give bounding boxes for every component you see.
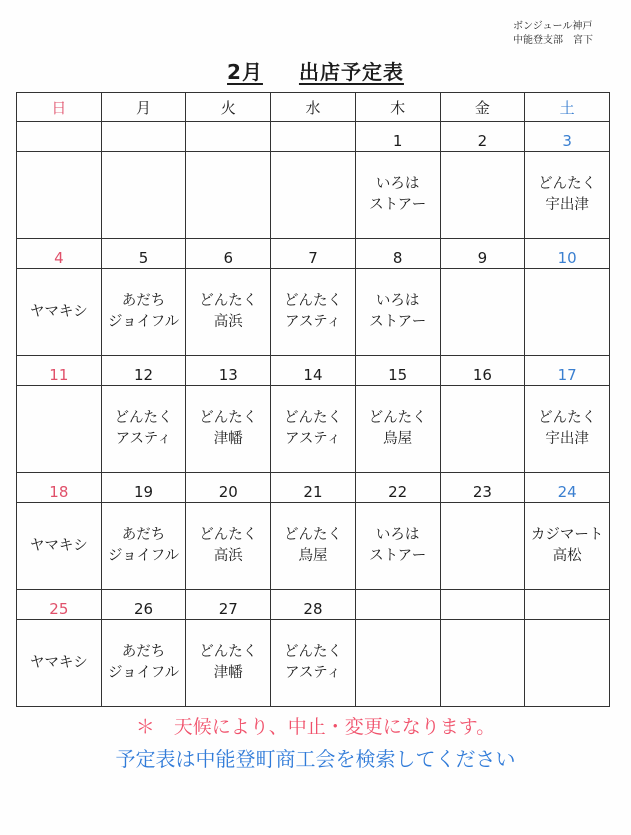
event-cell xyxy=(186,269,271,356)
weekday-header-row xyxy=(17,93,610,122)
date-cell: 21 xyxy=(271,473,356,503)
shop-name: いろは ストアー xyxy=(369,176,427,213)
event-cell xyxy=(440,152,525,239)
event-cell xyxy=(17,152,102,239)
shop-name: カジマート 高松 xyxy=(530,527,604,564)
shop-name: どんたく 高浜 xyxy=(199,293,258,330)
event-cell xyxy=(440,503,525,590)
date-cell xyxy=(186,122,271,152)
shop-name: どんたく 津幡 xyxy=(199,644,258,681)
shop-name: どんたく 宇出津 xyxy=(538,176,597,213)
shop-name: あだち ジョイフル xyxy=(107,644,180,681)
date-cell xyxy=(440,590,525,620)
event-cell xyxy=(17,386,102,473)
weekday-thu: 木 xyxy=(355,93,440,122)
shop-name: いろは ストアー xyxy=(369,293,427,330)
date-cell: 26 xyxy=(101,590,186,620)
event-cell xyxy=(440,269,525,356)
date-cell: 6 xyxy=(186,239,271,269)
date-cell: 3 xyxy=(525,122,610,152)
event-row xyxy=(17,386,610,473)
event-cell xyxy=(440,386,525,473)
date-cell: 23 xyxy=(440,473,525,503)
event-cell xyxy=(101,152,186,239)
event-cell xyxy=(271,386,356,473)
event-cell xyxy=(186,620,271,707)
event-row xyxy=(17,503,610,590)
date-cell: 2 xyxy=(440,122,525,152)
event-cell xyxy=(17,620,102,707)
shop-name: どんたく アスティ xyxy=(283,293,342,330)
shop-name: どんたく 高浜 xyxy=(199,527,258,564)
shop-name: どんたく 津幡 xyxy=(199,410,258,447)
date-cell: 7 xyxy=(271,239,356,269)
weekday-sun: 日 xyxy=(17,93,102,122)
event-row xyxy=(17,269,610,356)
event-cell xyxy=(17,269,102,356)
date-cell: 8 xyxy=(355,239,440,269)
date-cell: 9 xyxy=(440,239,525,269)
shop-name: ヤマキシ xyxy=(29,654,88,671)
shop-name: いろは ストアー xyxy=(369,527,427,564)
date-cell xyxy=(17,122,102,152)
shop-name: どんたく 宇出津 xyxy=(538,410,597,447)
shop-name: どんたく 鳥屋 xyxy=(283,527,342,564)
event-cell xyxy=(525,620,610,707)
date-cell: 13 xyxy=(186,356,271,386)
date-row xyxy=(17,122,610,152)
event-cell xyxy=(271,503,356,590)
shop-name: どんたく 鳥屋 xyxy=(368,410,427,447)
date-row xyxy=(17,590,610,620)
date-cell: 25 xyxy=(17,590,102,620)
event-cell xyxy=(355,620,440,707)
page-title xyxy=(0,56,631,85)
shop-name: どんたく アスティ xyxy=(114,410,173,447)
date-cell: 4 xyxy=(17,239,102,269)
event-row xyxy=(17,152,610,239)
event-row xyxy=(17,620,610,707)
weekday-fri: 金 xyxy=(440,93,525,122)
shop-name: どんたく アスティ xyxy=(283,410,342,447)
date-cell: 20 xyxy=(186,473,271,503)
date-row xyxy=(17,239,610,269)
shop-name: ヤマキシ xyxy=(29,303,88,320)
shop-name: あだち ジョイフル xyxy=(107,527,180,564)
event-cell xyxy=(355,269,440,356)
org-name: ボンジュール神戸 xyxy=(513,21,593,32)
event-cell xyxy=(525,152,610,239)
date-cell: 22 xyxy=(355,473,440,503)
event-cell xyxy=(186,386,271,473)
date-cell: 14 xyxy=(271,356,356,386)
date-cell xyxy=(271,122,356,152)
event-cell xyxy=(101,620,186,707)
weekday-mon: 月 xyxy=(101,93,186,122)
date-cell: 11 xyxy=(17,356,102,386)
date-row xyxy=(17,473,610,503)
weekday-tue: 火 xyxy=(186,93,271,122)
event-cell xyxy=(440,620,525,707)
date-cell: 27 xyxy=(186,590,271,620)
calendar-table xyxy=(16,92,610,707)
date-cell: 19 xyxy=(101,473,186,503)
event-cell xyxy=(525,503,610,590)
date-cell xyxy=(525,590,610,620)
event-cell xyxy=(101,269,186,356)
date-cell: 16 xyxy=(440,356,525,386)
org-branch: 中能登支部 宮下 xyxy=(513,35,593,46)
date-cell: 5 xyxy=(101,239,186,269)
date-cell: 17 xyxy=(525,356,610,386)
weekday-wed: 水 xyxy=(271,93,356,122)
date-cell xyxy=(355,590,440,620)
shop-name: ヤマキシ xyxy=(29,537,88,554)
event-cell xyxy=(271,269,356,356)
shop-name: あだち ジョイフル xyxy=(107,293,180,330)
weather-notice: ＊ 天候により、中止・変更になります。 xyxy=(135,716,496,738)
shop-name: どんたく アスティ xyxy=(283,644,342,681)
title-text: 出店予定表 xyxy=(298,60,404,84)
event-cell xyxy=(525,386,610,473)
event-cell xyxy=(17,503,102,590)
event-cell xyxy=(525,269,610,356)
date-cell xyxy=(101,122,186,152)
date-row xyxy=(17,356,610,386)
weekday-sat: 土 xyxy=(525,93,610,122)
date-cell: 28 xyxy=(271,590,356,620)
event-cell xyxy=(186,503,271,590)
search-info: 予定表は中能登町商工会を検索してください xyxy=(115,747,516,771)
date-cell: 18 xyxy=(17,473,102,503)
date-cell: 12 xyxy=(101,356,186,386)
title-month: 2月 xyxy=(227,60,263,84)
event-cell xyxy=(355,503,440,590)
date-cell: 15 xyxy=(355,356,440,386)
organization-label xyxy=(513,20,593,48)
event-cell xyxy=(271,152,356,239)
date-cell: 10 xyxy=(525,239,610,269)
event-cell xyxy=(271,620,356,707)
event-cell xyxy=(101,503,186,590)
event-cell xyxy=(101,386,186,473)
event-cell xyxy=(355,152,440,239)
event-cell xyxy=(355,386,440,473)
event-cell xyxy=(186,152,271,239)
date-cell: 1 xyxy=(355,122,440,152)
date-cell: 24 xyxy=(525,473,610,503)
